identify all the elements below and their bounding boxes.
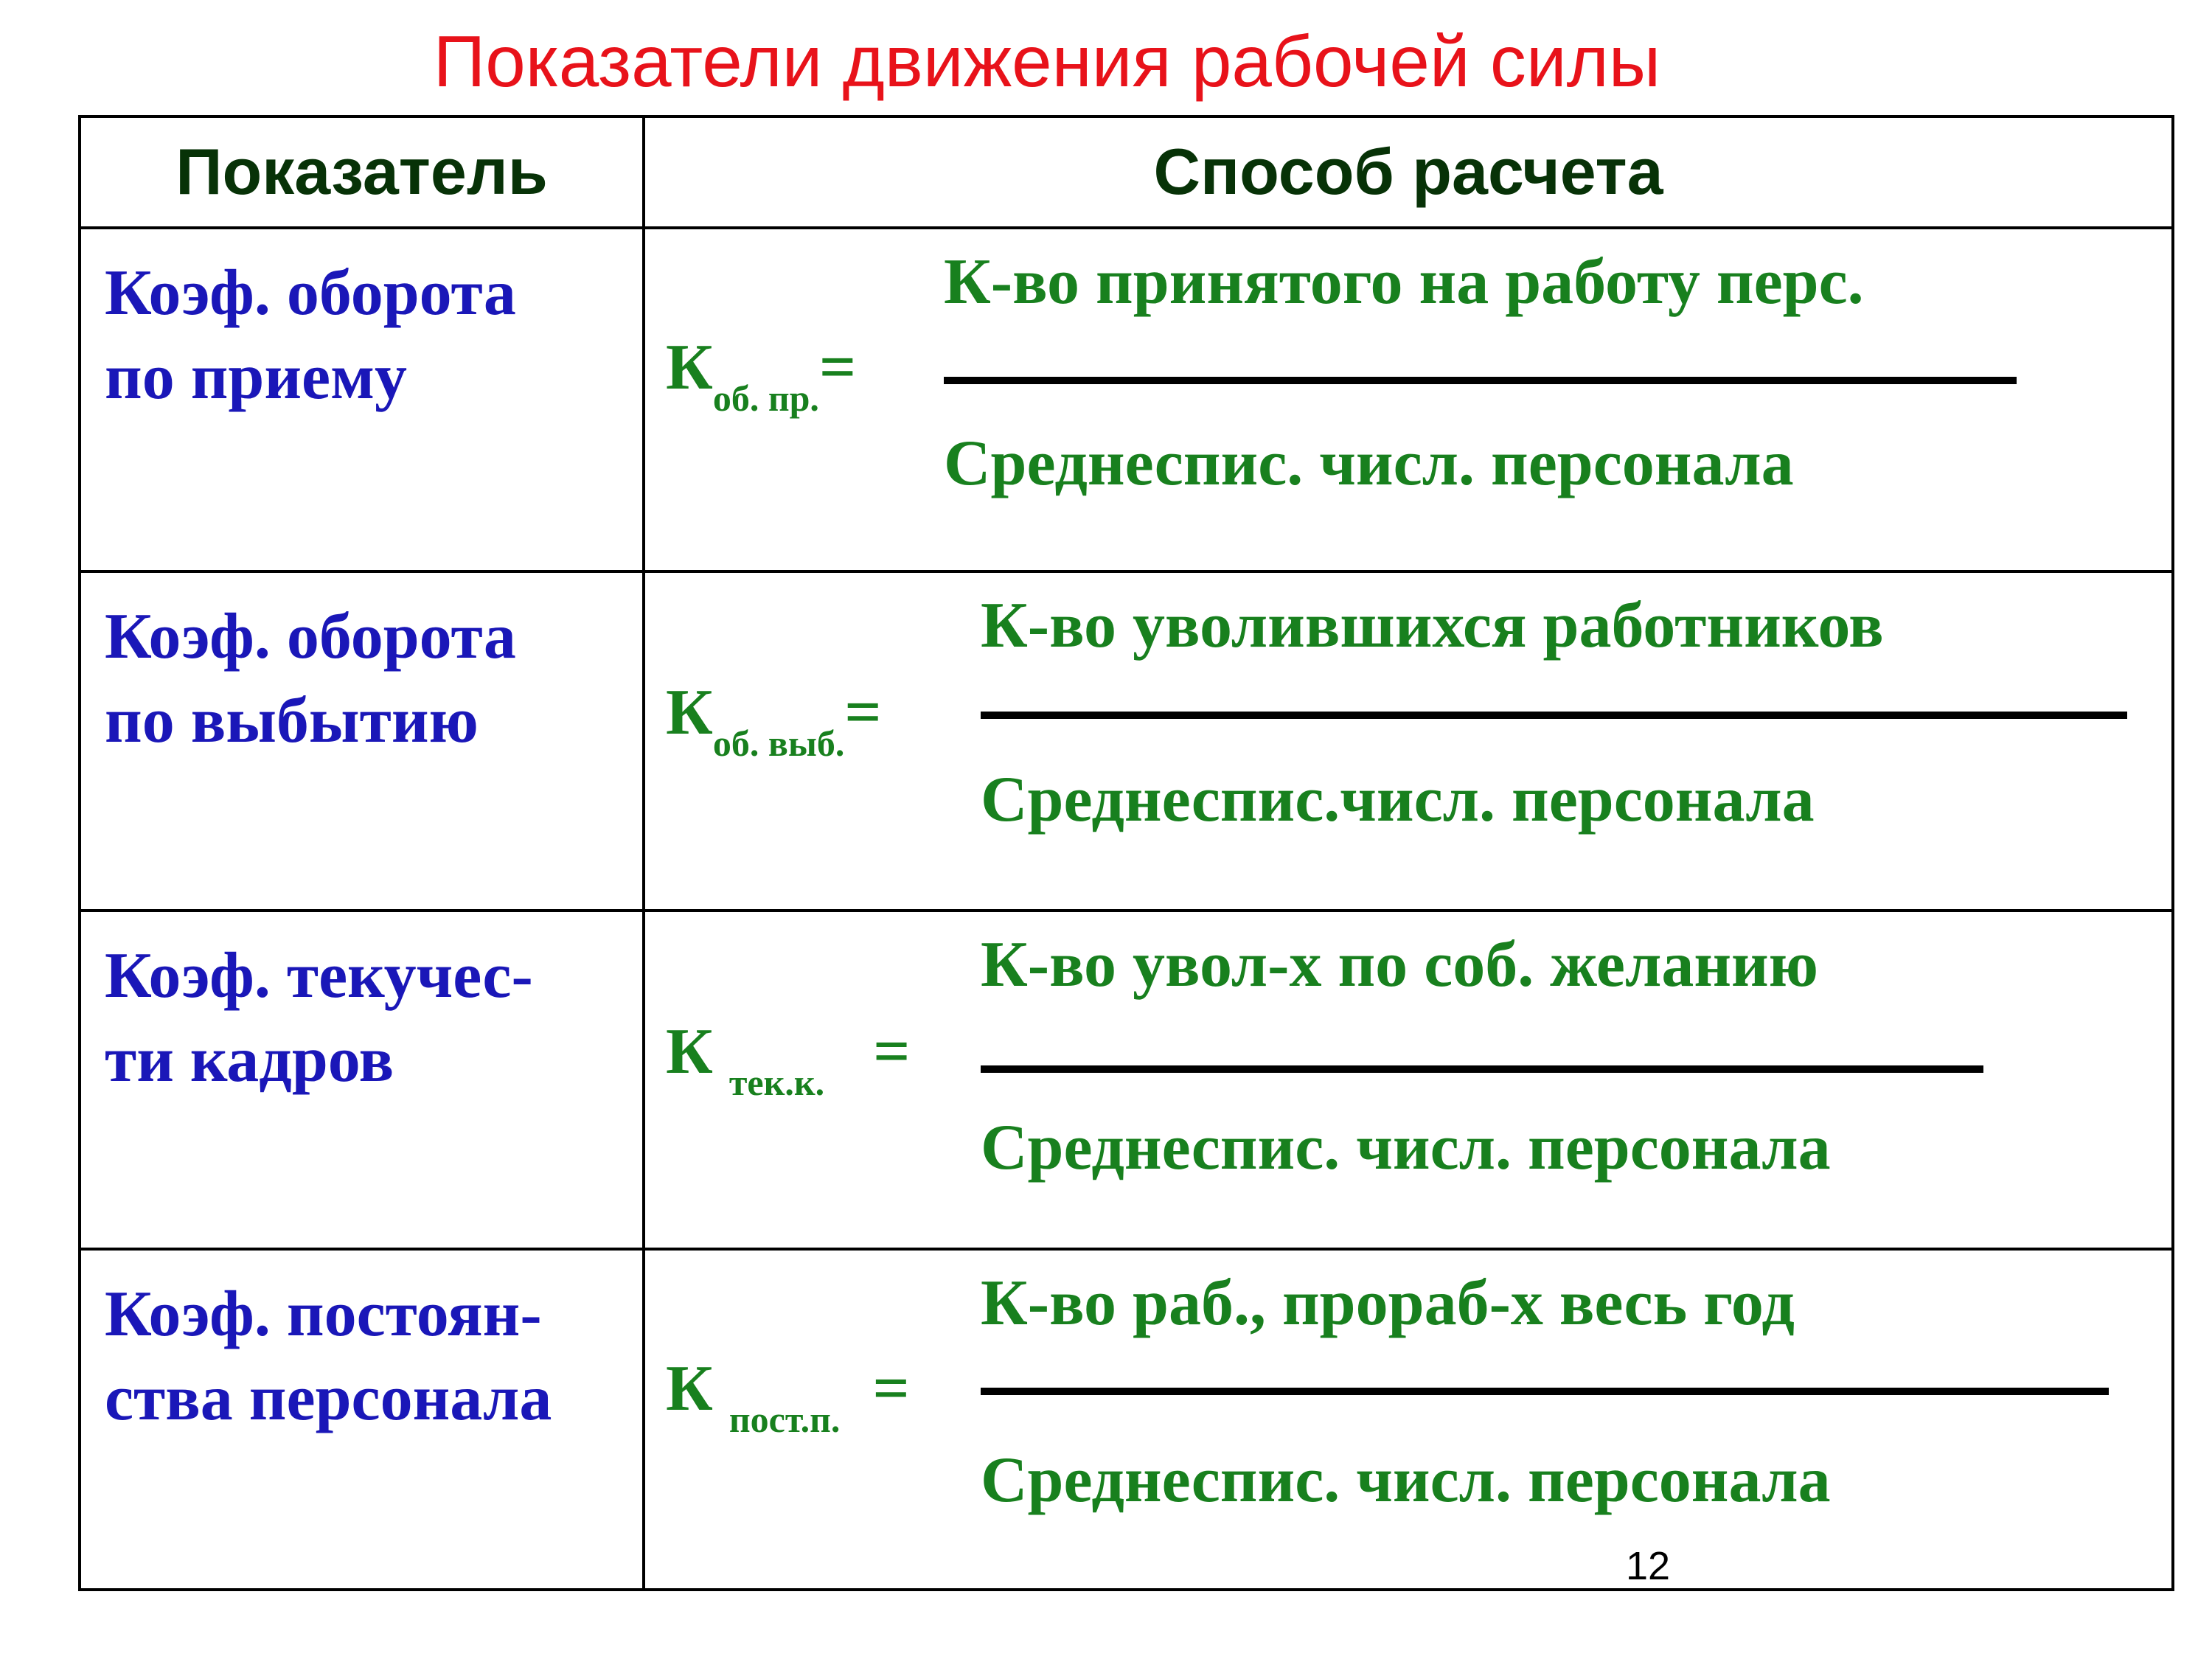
indicator-name: Коэф. постоян- ства персонала xyxy=(80,1249,644,1590)
header-indicator: Показатель xyxy=(80,116,644,228)
coefficient-subscript: тек.к. xyxy=(728,1061,825,1103)
coefficient-symbol: К xyxy=(666,1015,713,1088)
table-header-row xyxy=(80,116,2173,228)
formula xyxy=(645,229,2171,571)
table-row xyxy=(80,571,2173,911)
formula-numerator: К-во раб., прораб-х весь год xyxy=(981,1267,1795,1340)
formula-lhs xyxy=(666,1015,911,1103)
fraction-line xyxy=(981,1065,1983,1073)
formula-denominator: Среднеспис. числ. персонала xyxy=(981,1444,1831,1517)
formula-numerator: К-во принятого на работу перс. xyxy=(944,246,1864,318)
coefficient-subscript: пост.п. xyxy=(728,1399,841,1441)
formula-numerator: К-во уволившихся работников xyxy=(981,590,1884,662)
coefficient-symbol: К xyxy=(666,1353,713,1425)
formula-cell xyxy=(644,228,2173,572)
coefficient-subscript: об. пр. xyxy=(712,377,819,419)
coefficient-symbol: К xyxy=(666,677,713,749)
formula-cell xyxy=(644,911,2173,1250)
formula-denominator: Среднеспис.числ. персонала xyxy=(981,764,1815,836)
formula-lhs xyxy=(666,1352,910,1441)
table-row xyxy=(80,1249,2173,1590)
page-number: 12 xyxy=(1626,1544,1671,1588)
equals-sign: = xyxy=(818,331,857,403)
equals-sign: = xyxy=(873,1015,911,1088)
formula-numerator: К-во увол-х по соб. желанию xyxy=(981,928,1818,1001)
formula xyxy=(645,573,2171,909)
indicators-table xyxy=(78,115,2174,1591)
indicator-name: Коэф. текучес- ти кадров xyxy=(80,911,644,1250)
formula xyxy=(645,1251,2171,1588)
formula-lhs xyxy=(666,676,882,765)
header-calculation-method: Способ расчета xyxy=(644,116,2173,228)
equals-sign: = xyxy=(872,1353,910,1425)
formula xyxy=(645,912,2171,1248)
fraction-line xyxy=(981,1388,2109,1395)
formula-denominator: Среднеспис. числ. персонала xyxy=(981,1111,1831,1183)
indicator-name: Коэф. оборота по приему xyxy=(80,228,644,572)
slide-title: Показатели движения рабочей силы xyxy=(433,21,1661,102)
indicator-name: Коэф. оборота по выбытию xyxy=(80,571,644,911)
formula-cell xyxy=(644,1249,2173,1590)
table-row xyxy=(80,911,2173,1250)
coefficient-symbol: К xyxy=(666,331,713,403)
fraction-line xyxy=(944,377,2017,384)
equals-sign: = xyxy=(844,677,882,749)
fraction-line xyxy=(981,712,2127,719)
coefficient-subscript: об. выб. xyxy=(712,723,845,765)
formula-cell xyxy=(644,571,2173,911)
formula-denominator: Среднеспис. числ. персонала xyxy=(944,427,1794,499)
table-row xyxy=(80,228,2173,572)
formula-lhs xyxy=(666,331,857,419)
